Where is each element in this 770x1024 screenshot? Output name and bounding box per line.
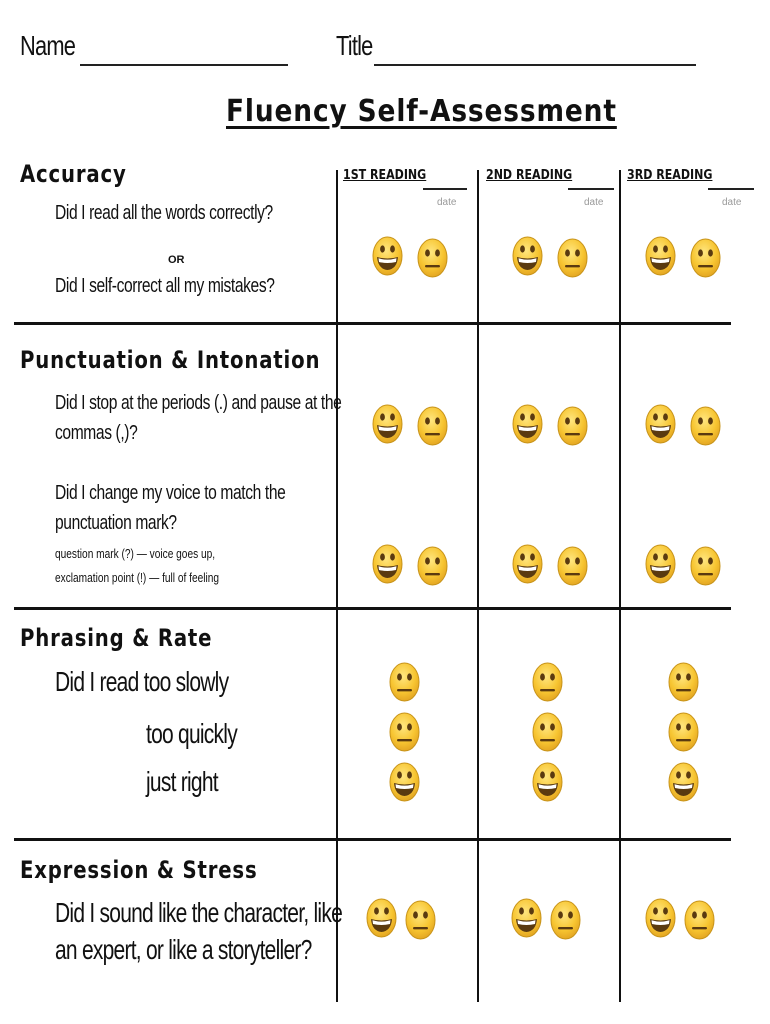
neutral-face-icon[interactable] xyxy=(668,710,699,754)
section-title-expression: Expression & Stress xyxy=(20,856,258,884)
section-divider xyxy=(14,322,731,325)
column-header-first: 1ST READING xyxy=(343,168,427,183)
section-divider xyxy=(14,838,731,841)
grinning-face-icon[interactable] xyxy=(372,542,403,586)
date-field-second[interactable] xyxy=(568,188,614,190)
grinning-face-icon[interactable] xyxy=(389,760,420,804)
grinning-face-icon[interactable] xyxy=(512,542,543,586)
grinning-face-icon[interactable] xyxy=(668,760,699,804)
column-divider xyxy=(477,170,479,1002)
phrasing-option-slowly: Did I read too slowly xyxy=(55,666,229,697)
column-header-second: 2ND READING xyxy=(486,168,573,183)
expression-question-line2: an expert, or like a storyteller? xyxy=(55,934,312,965)
grinning-face-icon[interactable] xyxy=(645,234,676,278)
grinning-face-icon[interactable] xyxy=(372,402,403,446)
name-field[interactable] xyxy=(80,64,288,66)
grinning-face-icon[interactable] xyxy=(645,542,676,586)
column-divider xyxy=(619,170,621,1002)
neutral-face-icon[interactable] xyxy=(405,898,436,942)
date-label: date xyxy=(437,197,457,208)
phrasing-option-just-right: just right xyxy=(146,766,218,797)
punctuation-question-1-line2: commas (,)? xyxy=(55,422,138,444)
grinning-face-icon[interactable] xyxy=(512,234,543,278)
grinning-face-icon[interactable] xyxy=(645,402,676,446)
punctuation-question-1-line1: Did I stop at the periods (.) and pause at the xyxy=(55,392,342,414)
grinning-face-icon[interactable] xyxy=(645,896,676,940)
expression-question-line1: Did I sound like the character, like xyxy=(55,897,343,928)
punctuation-question-2-line2: punctuation mark? xyxy=(55,512,177,534)
neutral-face-icon[interactable] xyxy=(417,236,448,280)
grinning-face-icon[interactable] xyxy=(366,896,397,940)
neutral-face-icon[interactable] xyxy=(532,660,563,704)
or-label: OR xyxy=(168,254,185,266)
neutral-face-icon[interactable] xyxy=(690,404,721,448)
neutral-face-icon[interactable] xyxy=(550,898,581,942)
title-field[interactable] xyxy=(374,64,696,66)
neutral-face-icon[interactable] xyxy=(389,660,420,704)
date-label: date xyxy=(722,197,742,208)
neutral-face-icon[interactable] xyxy=(684,898,715,942)
punctuation-question-2-line1: Did I change my voice to match the xyxy=(55,482,286,504)
accuracy-question-2: Did I self-correct all my mistakes? xyxy=(55,275,275,297)
date-field-first[interactable] xyxy=(423,188,467,190)
page-title: Fluency Self-Assessment xyxy=(226,94,617,129)
punctuation-note-2: exclamation point (!) — full of feeling xyxy=(55,570,220,585)
neutral-face-icon[interactable] xyxy=(532,710,563,754)
phrasing-option-quickly: too quickly xyxy=(146,718,237,749)
punctuation-note-1: question mark (?) — voice goes up, xyxy=(55,546,216,561)
accuracy-question-1: Did I read all the words correctly? xyxy=(55,202,273,224)
section-title-phrasing: Phrasing & Rate xyxy=(20,624,213,652)
neutral-face-icon[interactable] xyxy=(690,544,721,588)
neutral-face-icon[interactable] xyxy=(417,404,448,448)
column-divider xyxy=(336,170,338,1002)
neutral-face-icon[interactable] xyxy=(557,544,588,588)
name-label: Name xyxy=(20,30,76,61)
section-title-accuracy: Accuracy xyxy=(20,160,127,188)
neutral-face-icon[interactable] xyxy=(557,236,588,280)
column-header-third: 3RD READING xyxy=(627,168,713,183)
date-label: date xyxy=(584,197,604,208)
neutral-face-icon[interactable] xyxy=(389,710,420,754)
section-title-punctuation: Punctuation & Intonation xyxy=(20,346,321,374)
grinning-face-icon[interactable] xyxy=(512,402,543,446)
section-divider xyxy=(14,607,731,610)
neutral-face-icon[interactable] xyxy=(557,404,588,448)
neutral-face-icon[interactable] xyxy=(668,660,699,704)
title-label: Title xyxy=(336,30,373,61)
grinning-face-icon[interactable] xyxy=(511,896,542,940)
grinning-face-icon[interactable] xyxy=(372,234,403,278)
neutral-face-icon[interactable] xyxy=(417,544,448,588)
neutral-face-icon[interactable] xyxy=(690,236,721,280)
grinning-face-icon[interactable] xyxy=(532,760,563,804)
date-field-third[interactable] xyxy=(708,188,754,190)
